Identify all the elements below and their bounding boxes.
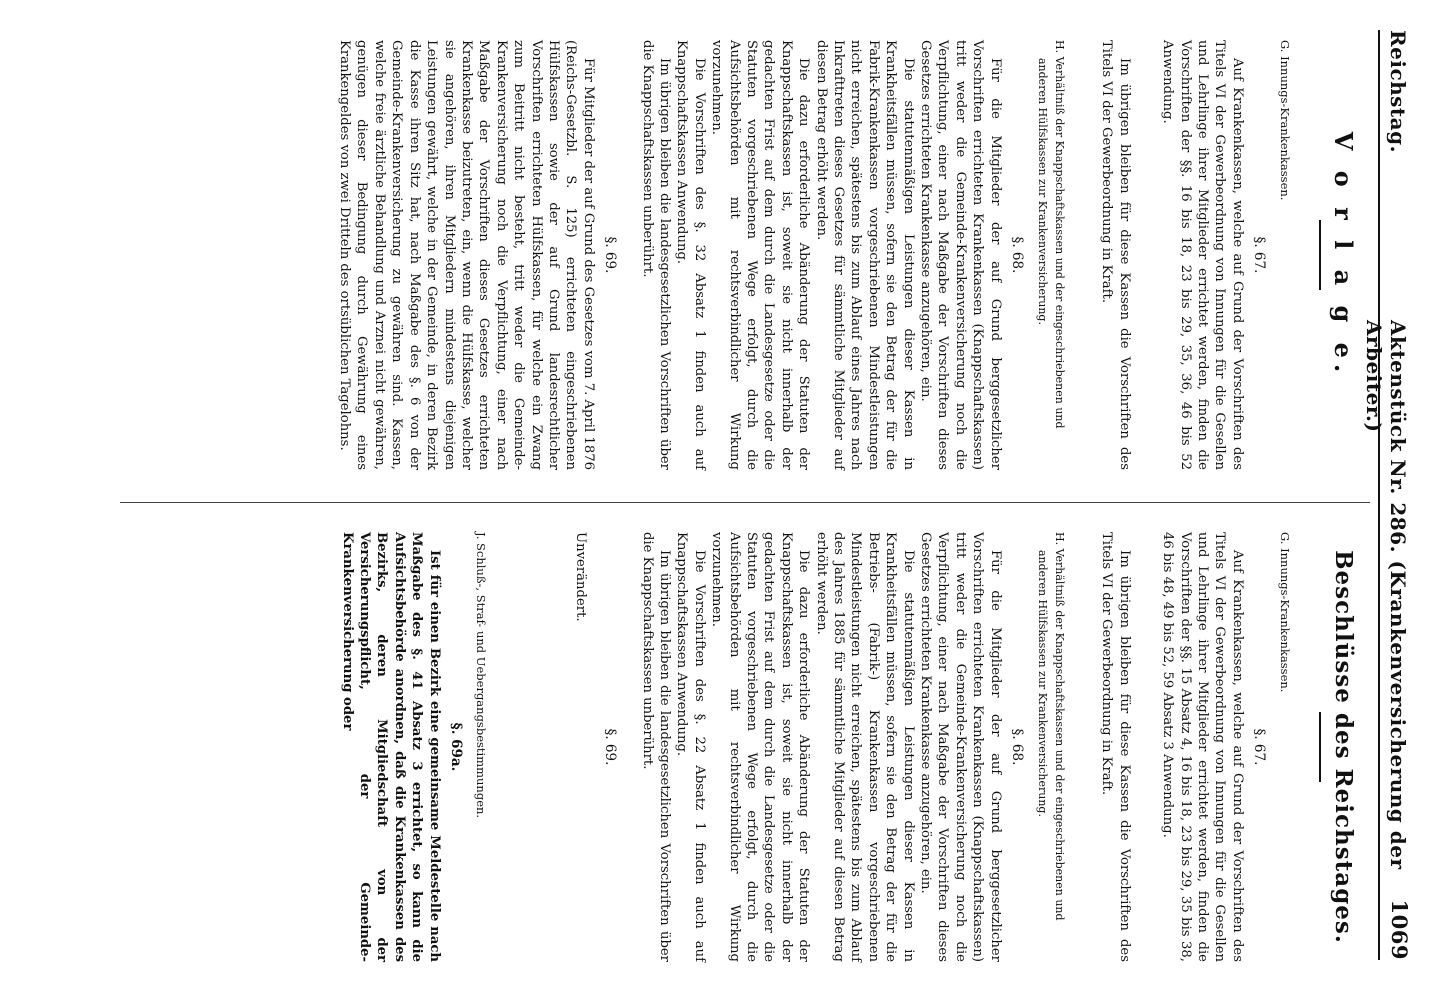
right-p67-heading: §. 67. (1251, 728, 1268, 766)
left-title: V o r l a g e. (1329, 131, 1358, 379)
right-p68-heading: §. 68. (1009, 728, 1026, 766)
left-sub-h: H. Verhältniß der Knappschaftskassen und der eingeschriebenen und anderen Hülfskassen zur Krankenversicherung. (1035, 40, 1066, 429)
left-p68-d: Die Vorschriften des §. 32 Absatz 1 finden auch auf Knappschaftskassen Anwendung. (674, 40, 707, 470)
right-p69-heading: §. 69. (602, 728, 619, 766)
left-p68-e: Im übrigen bleiben die landesgesetzlichen Vorschriften über die Knappschaftskassen unberührt. (639, 40, 672, 470)
right-p69-text: Unverändert. (572, 532, 588, 622)
right-p68-d: Die Vorschriften des §. 22 Absatz 1 finden auch auf Knappschaftskassen Anwendung. (674, 532, 707, 962)
right-p68-a: Für die Mitglieder der auf Grund berggesetzlicher Vorschriften errichteten Krankenkassen (Knappschaftskassen) tritt weder die Gemeinde-Krankenversicherung noch die Verpflichtung, einer nach Maßgabe der Vorschriften dieses Gesetzes errichteten Krankenkasse anzugehören, ein. (918, 532, 1003, 962)
title-rule (1319, 220, 1321, 290)
right-p68-e: Im übrigen bleiben die landesgesetzlichen Vorschriften über die Knappschaftskassen unberührt. (639, 532, 672, 962)
right-p69a-text: Ist für einen Bezirk eine gemeinsame Meldestelle nach Maßgabe des §. 41 Absatz 3 errichtet, so kann die Aufsichtsbehörde anordnen, daß die Krankenkassen des Bezirks, deren Mitgliedschaft von der Versicherungspflicht, der Gemeinde-Krankenversicherung oder (339, 532, 442, 962)
left-p68-a: Für die Mitglieder der auf Grund berggesetzlicher Vorschriften errichteten Krankenkassen (Knappschaftskassen) tritt weder die Gemeinde-Krankenversicherung noch die Verpflichtung, einer nach Maßgabe der Vorschriften dieses Gesetzes errichteten Krankenkasse anzugehören, ein. (918, 40, 1003, 470)
left-p69-text: Für Mitglieder der auf Grund des Gesetzes vom 7. April 1876 (Reichs-Gesetzbl. S. 125) errichteten eingeschriebenen Hülfskassen sowie der auf Grund landesrechtlicher Vorschriften errichteten Hülfskassen, für welche ein Zwang zum Beitritt nicht besteht, tritt weder die Gemeinde-Krankenversicherung noch die Verpflichtung, einer nach Maßgabe der Vorschriften dieses Gesetzes errichteten Krankenkasse beizutreten, ein, wenn die Hülfskasse, welcher sie angehören, ihren Mitgliedern mindestens diejenigen Leistungen gewährt, welche in der Gemeinde, in deren Bezirk die Kasse ihren Sitz hat, nach Maßgabe des §. 6 von der Gemeinde-Krankenversicherung zu gewähren sind. Kassen, welche freie ärztliche Behandlung und Arznei nicht gewähren, genügen dieser Bedingung durch Gewährung eines Krankengeldes von zwei Dritteln des ortsüblichen Tagelohns. (337, 40, 596, 470)
right-column-beschluesse (338, 532, 1370, 962)
right-sub-g: G. Innungs-Krankenkassen. (1277, 532, 1292, 693)
left-column-vorlage (336, 40, 1370, 470)
left-p68-b: Die statutenmäßigen Leistungen dieser Kassen in Krankheitsfällen müssen, sofern sie den Betrag der für die Fabrik-Krankenkassen vorgeschriebenen Mindestleistungen nicht erreichen, spätestens bis zum Ablauf eines Jahres nach Inkrafttreten dieses Gesetzes für sämmtliche Mitglieder auf diesen Betrag erhöht werden. (813, 40, 916, 470)
right-p68-b: Die statutenmäßigen Leistungen dieser Kassen in Krankheitsfällen müssen, sofern sie den Betrag der für die Betriebs- (Fabrik-) Krankenkassen vorgeschriebenen Mindestleistungen nicht erreichen, spätestens bis zum Ablauf des Jahres 1885 für sämmtliche Mitglieder auf diesen Betrag erhöht werden. (813, 532, 916, 962)
digitization-note (1418, 0, 1432, 1000)
right-sub-h: H. Verhältniß der Knappschaftskassen und der eingeschriebenen und anderen Hülfskassen zur Krankenversicherung. (1035, 532, 1066, 921)
right-p67-rest: Im übrigen bleiben für diese Kassen die Vorschriften des Titels VI der Gewerbeordnung in Kraft. (1099, 532, 1132, 962)
left-p67-heading: §. 67. (1251, 236, 1268, 274)
left-p67-rest: Im übrigen bleiben für diese Kassen die Vorschriften des Titels VI der Gewerbeordnung in Kraft. (1099, 40, 1132, 470)
column-divider (120, 502, 1370, 503)
left-p68-c: Die dazu erforderliche Abänderung der Statuten der Knappschaftskassen ist, soweit sie nicht innerhalb der gedachten Frist auf dem durch die Landesgesetze oder die Statuten vorgeschriebenen Wege erfolgt, durch die Aufsichtsbehörden mit rechtsverbindlicher Wirkung vorzunehmen. (709, 40, 812, 470)
right-p68-c: Die dazu erforderliche Abänderung der Statuten der Knappschaftskassen ist, soweit sie nicht innerhalb der gedachten Frist auf dem durch die Landesgesetze oder die Statuten vorgeschriebenen Wege erfolgt, durch die Aufsichtsbehörden mit rechtsverbindlicher Wirkung vorzunehmen. (709, 532, 812, 962)
title-rule (1319, 712, 1321, 782)
right-p67-text: Auf Krankenkassen, welche auf Grund der Vorschriften des Titels VI der Gewerbeordnung von Innungen für die Gesellen und Lehrlinge ihrer Mitglieder errichtet werden, finden die Vorschriften der §§. 15 Absatz 4, 16 bis 18, 23 bis 29, 35 bis 38, 46 bis 48, 49 bis 52, 59 Absatz 3 Anwendung. (1160, 532, 1245, 962)
header-left: Reichstag. (1386, 30, 1410, 154)
right-sub-j: J. Schluß-, Straf- und Uebergangsbestimmungen. (474, 532, 489, 819)
page-header (1362, 30, 1414, 960)
left-sub-g: G. Innungs-Krankenkassen. (1277, 40, 1292, 201)
left-p68-heading: §. 68. (1009, 236, 1026, 274)
left-p69-heading: §. 69. (602, 236, 619, 274)
right-p69a-heading: §. 69a. (447, 722, 464, 772)
left-p67-text: Auf Krankenkassen, welche auf Grund der Vorschriften des Titels VI der Gewerbeordnung von Innungen für die Gesellen und Lehrlinge ihrer Mitglieder errichtet werden, finden die Vorschriften der §§. 16 bis 18, 23 bis 29, 35, 36, 46 bis 52 Anwendung. (1160, 40, 1245, 470)
page-number: 1069 (1387, 899, 1412, 960)
right-title: Beschlüsse des Reichstages. (1330, 550, 1357, 944)
header-center: Aktenstück Nr. 286. (Krankenversicherung der Arbeiter.) (1362, 320, 1410, 870)
